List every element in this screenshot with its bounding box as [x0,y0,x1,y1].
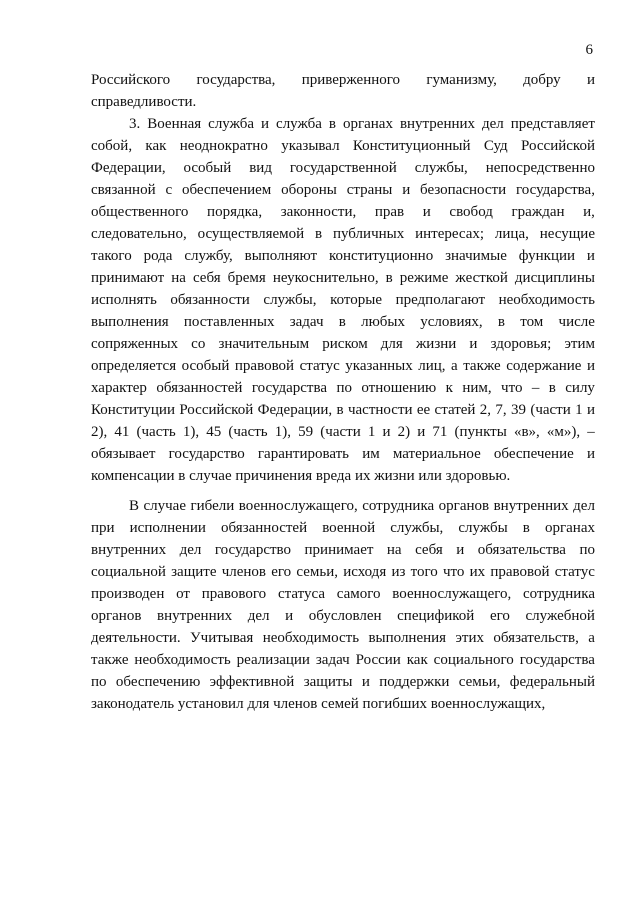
word: в [522,520,530,536]
word: для [380,336,403,352]
text-line [91,561,595,583]
word: (части [320,424,361,440]
word: а [451,358,458,374]
word: им [362,446,380,462]
word: в [315,226,323,242]
word: его [271,564,292,580]
word: (часть [136,424,176,440]
word: прав [374,204,405,220]
word: и [361,674,370,690]
word: 71 [432,424,448,440]
word: гарантировать [257,446,350,462]
word: задач [315,652,350,668]
word: также [463,358,501,374]
word: себя [192,270,221,286]
word: этим [564,336,595,352]
word: органах [544,520,595,536]
word: особый [181,358,230,374]
word: лиц, [418,358,446,374]
word: и [586,358,595,374]
word: Российской [521,138,595,154]
word: представляет [510,116,595,132]
word: исполнении [129,520,206,536]
word: как [406,652,428,668]
body-text [91,69,595,715]
word: режиме [399,270,449,286]
text-line [91,201,595,223]
word: защиты [303,674,353,690]
word: том [520,314,544,330]
word: (пункты [454,424,507,440]
text-line [91,693,595,715]
word: (часть [228,424,268,440]
word: свобод [449,204,493,220]
word: и [586,446,595,462]
word: 2) [397,424,411,440]
text-line [91,267,595,289]
word: в [385,270,393,286]
line-text: справедливости. [91,94,197,110]
word: «м»), [546,424,581,440]
word: обязанности [170,292,250,308]
word: обязательства [477,542,566,558]
word: дисциплины [514,270,595,286]
word: органов [438,498,490,514]
word: лица, [494,226,529,242]
word: семьи, [458,674,501,690]
word: страны [346,182,393,198]
text-line [91,333,595,355]
word: – [587,424,595,440]
word: добру [523,72,561,88]
word: службы, [414,160,468,176]
word: 1), [274,424,292,440]
word: гибели [190,498,235,514]
word: конституционно [328,248,434,264]
word: внутренних [493,498,569,514]
word: по [91,674,107,690]
word: жизни [415,336,457,352]
word: Федерации, [91,160,166,176]
text-line [91,495,595,517]
word: значимые [445,248,507,264]
text-line [91,289,595,311]
word: как [145,138,167,154]
word: обеспечением [181,182,272,198]
paragraph [91,113,595,487]
word: Учитывая [190,630,254,646]
word: определяется [91,358,177,374]
text-line [91,113,595,135]
word: поставленных [183,314,275,330]
text-line [91,671,595,693]
word: (части [530,402,571,418]
word: 39 [510,402,526,418]
word: деятельности. [91,630,181,646]
word: Российской [179,402,254,418]
word: военнослужащего, [238,498,358,514]
word: общественного [91,204,189,220]
word: указанных [345,358,413,374]
word: обороны [281,182,337,198]
word: служба [208,116,255,132]
word: а [588,630,595,646]
word: задач [289,314,324,330]
word: Конституции [91,402,175,418]
word: следовательно, [91,226,187,242]
word: что [442,564,465,580]
word: ее [416,402,431,418]
word: и [586,402,595,418]
word: содержание [506,358,582,374]
word: защите [171,564,217,580]
word: из [391,564,406,580]
word: правовой [234,358,295,374]
word: со [191,336,206,352]
word: обусловлен [308,608,382,624]
word: членов [221,564,266,580]
word: государства [251,380,328,396]
word: семьи, [296,564,338,580]
word: дел [247,608,270,624]
word: внутренних [399,116,476,132]
word: гуманизму, [426,72,497,88]
word: статей [434,402,476,418]
word: эффективной [209,674,295,690]
word: связанной [91,182,156,198]
word: числе [558,314,595,330]
word: и [402,182,411,198]
word: значительным [218,336,310,352]
word: их [469,564,486,580]
word: и [469,336,478,352]
word: исходя [343,564,387,580]
word: и [456,542,465,558]
word: и [382,424,391,440]
word: в [336,402,344,418]
word: реализации [236,652,310,668]
word: силу [565,380,595,396]
word: России [355,652,401,668]
word: военной [322,520,376,536]
paragraph [91,495,595,715]
word: по [579,542,595,558]
line-text: компенсации в случае причинения вреда их жизни или здоровью. [91,468,511,484]
word: службы, [390,520,444,536]
word: непосредственно [485,160,595,176]
word: законности, [280,204,357,220]
page-number: 6 [585,42,593,58]
paragraph [91,69,595,113]
word: и [285,608,294,624]
word: случае [143,498,187,514]
text-line [91,605,595,627]
word: 2, [479,402,492,418]
text-line [91,355,595,377]
word: выполняют [244,248,318,264]
word: предполагают [395,292,486,308]
word: 1 [575,402,583,418]
word: и, [583,204,595,220]
word: к [445,380,453,396]
word: необходимость [498,292,595,308]
word: сотрудника [523,586,595,602]
word: государства, [515,182,595,198]
word: органов [91,608,142,624]
word: осуществляемой [197,226,305,242]
word: безопасности [420,182,507,198]
word: принимает [304,542,374,558]
word: службы [458,520,508,536]
text-line [91,135,595,157]
word: порядка, [207,204,263,220]
word: несущие [539,226,595,242]
word: особый [183,160,232,176]
word: принимают [91,270,165,286]
word: также [91,652,129,668]
word: здоровья; [490,336,552,352]
word: публичных [332,226,405,242]
text-line [91,91,595,113]
text-line [91,157,595,179]
word: дел [179,542,202,558]
word: условиях, [420,314,483,330]
word: 1), [182,424,200,440]
word: функции [518,248,576,264]
word: интересах; [415,226,485,242]
word: сопряженных [91,336,179,352]
word: материальное [392,446,481,462]
text-line [91,69,595,91]
word: службу, [184,248,233,264]
text-line [91,421,595,443]
word: 45 [206,424,222,440]
word: этих [455,630,485,646]
word: и [586,72,595,88]
word: неоднократно [179,138,268,154]
word: государство [168,446,245,462]
word: такого [91,248,132,264]
word: «в», [513,424,540,440]
text-line [91,465,595,487]
word: Российского [91,72,171,88]
word: на [386,542,402,558]
word: отношению [361,380,437,396]
word: бремя [227,270,266,286]
word: и [422,204,431,220]
word: в [497,314,505,330]
word: федеральный [509,674,595,690]
word: вид [249,160,272,176]
word: спецификой [397,608,475,624]
word: выполнения [368,630,447,646]
word: внутренних [157,608,233,624]
word: выполнения [91,314,169,330]
text-line [91,627,595,649]
word: и [586,248,595,264]
word: 59 [298,424,314,440]
word: необходимость [262,630,360,646]
line-text: законодатель установил для членов семей погибших военнослужащих, [91,696,546,712]
word: внутренних [91,542,167,558]
word: обязанностей [221,520,308,536]
word: и [261,116,270,132]
text-line [91,539,595,561]
word: частности [347,402,413,418]
word: Суд [483,138,508,154]
word: – [531,380,540,396]
word: указывал [281,138,340,154]
text-line [91,223,595,245]
word: самого [336,586,381,602]
word: исполнять [91,292,157,308]
word: статус [299,358,340,374]
word: на [171,270,186,286]
word: в [328,116,336,132]
word: при [91,520,115,536]
word: государства [519,652,595,668]
word: Военная [147,116,202,132]
word: обязательств, [493,630,579,646]
word: Федерации, [257,402,333,418]
word: риском [322,336,368,352]
word: его [489,608,510,624]
word: и [417,424,426,440]
word: в [548,380,556,396]
text-line [91,517,595,539]
word: приверженного [301,72,401,88]
word: социальной [91,564,166,580]
word: собой, [91,138,133,154]
word: себя [415,542,443,558]
word: статус [554,564,595,580]
word: характер [91,380,147,396]
word: служебной [525,608,595,624]
word: служба [276,116,322,132]
word: от [176,586,190,602]
word: службы, [263,292,317,308]
word: статуса [277,586,325,602]
text-line [91,179,595,201]
word: обязывает [91,446,156,462]
text-line [91,311,595,333]
word: 7, [495,402,507,418]
word: 3. [129,116,141,132]
word: Конституционный [352,138,471,154]
word: военнослужащего, [392,586,512,602]
word: 1 [367,424,376,440]
word: государственной [289,160,397,176]
word: неукоснительно, [272,270,379,286]
word: жесткой [455,270,508,286]
word: в [338,314,346,330]
text-line [91,245,595,267]
word: государство [214,542,292,558]
text-line [91,583,595,605]
word: обеспечению [115,674,201,690]
word: В [129,498,140,514]
word: обеспечение [493,446,574,462]
word: дел [573,498,595,514]
word: рода [143,248,173,264]
word: правового [201,586,267,602]
text-line [91,377,595,399]
word: что [501,380,523,396]
word: необходимость [134,652,231,668]
text-line [91,399,595,421]
word: производен [91,586,165,602]
word: по [336,380,352,396]
word: 2), [91,424,108,440]
word: поддержки [379,674,450,690]
word: ним, [462,380,492,396]
word: органах [342,116,393,132]
word: дел [482,116,504,132]
word: с [165,182,173,198]
word: 41 [114,424,130,440]
text-line [91,443,595,465]
word: которые [330,292,382,308]
word: сотрудника [362,498,435,514]
word: обязанностей [156,380,243,396]
word: любых [361,314,406,330]
text-line [91,649,595,671]
word: государства, [196,72,276,88]
word: социального [433,652,514,668]
word: граждан [511,204,565,220]
word: того [410,564,438,580]
word: правовой [490,564,550,580]
